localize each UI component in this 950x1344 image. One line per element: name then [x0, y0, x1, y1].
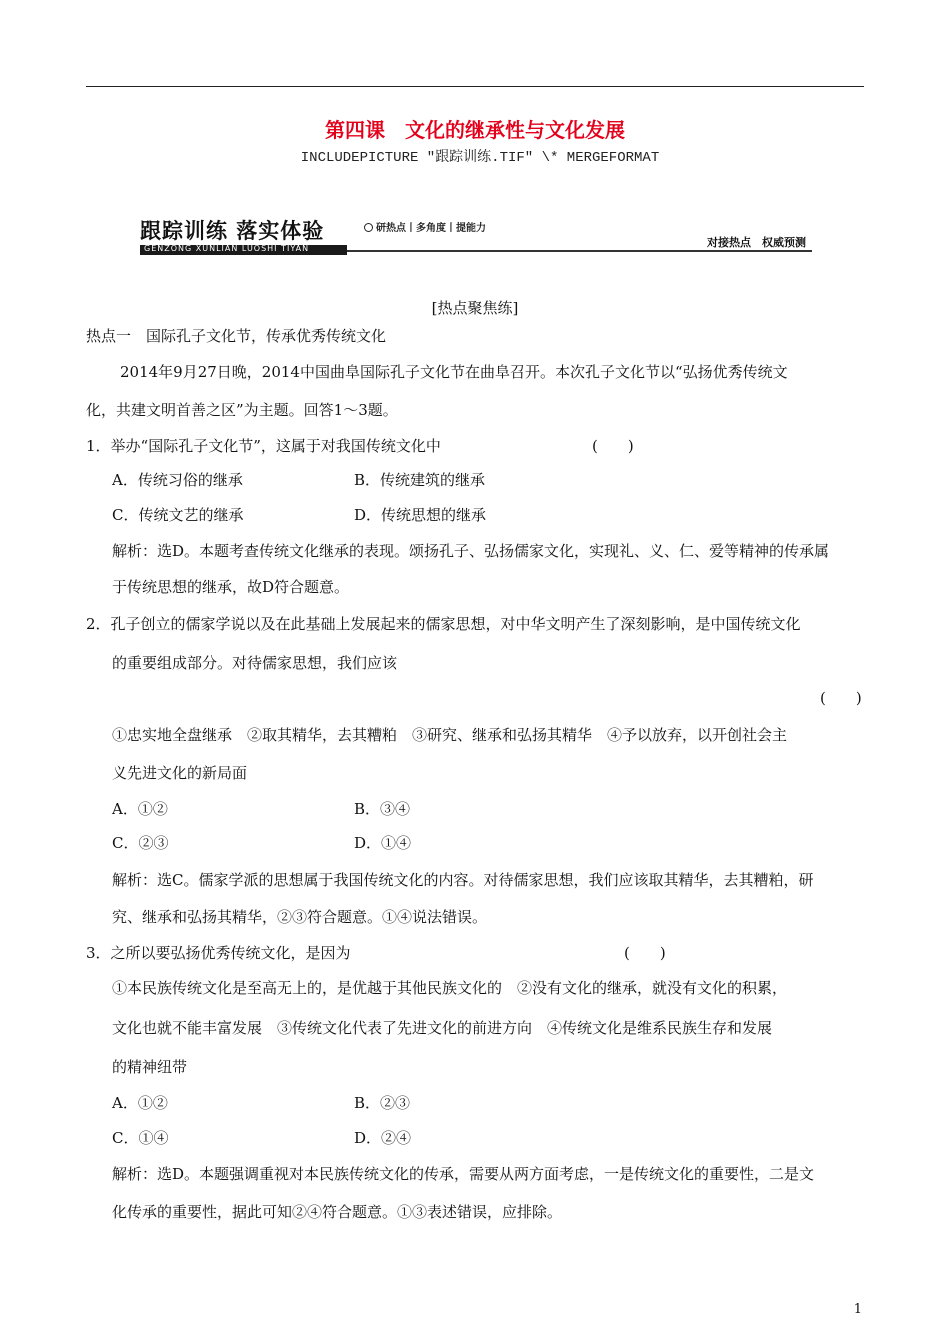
q3-answer-paren: ( ): [624, 944, 666, 962]
banner-sub-text: 研热点丨多角度丨提能力: [376, 223, 486, 234]
q1-analysis: 于传统思想的继承，故D符合题意。: [112, 578, 350, 596]
q3-stem: 3．之所以要弘扬优秀传统文化，是因为: [86, 944, 351, 962]
q3-items: ①本民族传统文化是至高无上的，是优越于其他民族文化的 ②没有文化的继承，就没有文化的积累，: [112, 979, 788, 997]
intro-line: 化，共建文明首善之区”为主题。回答1～3题。: [86, 401, 398, 419]
page-number: 1: [853, 1302, 862, 1317]
q3-option-c: C．①④: [112, 1129, 169, 1147]
section-banner: [140, 212, 812, 262]
q3-items: 的精神纽带: [112, 1058, 188, 1076]
q1-option-b: B．传统建筑的继承: [354, 471, 486, 489]
q2-items: ①忠实地全盘继承 ②取其精华，去其糟粕 ③研究、继承和弘扬其精华 ④予以放弃，以开创社会主: [112, 726, 788, 744]
q2-analysis: 解析：选C。儒家学派的思想属于我国传统文化的内容。对待儒家思想，我们应该取其精华，去其糟粕，研: [112, 871, 814, 889]
hotspot-title: 热点一 国际孔子文化节，传承优秀传统文化: [86, 327, 387, 345]
intro-line: 2014年9月27日晚，2014中国曲阜国际孔子文化节在曲阜召开。本次孔子文化节以“弘扬优秀传统文: [120, 363, 788, 381]
q1-answer-paren: ( ): [592, 437, 634, 455]
q2-stem: 2．孔子创立的儒家学说以及在此基础上发展起来的儒家思想，对中华文明产生了深刻影响，是中国传统文化: [86, 615, 801, 633]
q3-items: 文化也就不能丰富发展 ③传统文化代表了先进文化的前进方向 ④传统文化是维系民族生存和发展: [112, 1019, 773, 1037]
q2-stem: 的重要组成部分。对待儒家思想，我们应该: [112, 654, 398, 672]
q2-option-b: B．③④: [354, 800, 411, 818]
q3-option-b: B．②③: [354, 1094, 411, 1112]
q1-option-d: D．传统思想的继承: [354, 506, 487, 524]
include-picture-field: INCLUDEPICTURE "跟踪训练.TIF" \* MERGEFORMAT: [300, 150, 660, 166]
q1-option-c: C．传统文艺的继承: [112, 506, 244, 524]
q3-option-a: A．①②: [112, 1094, 168, 1112]
arrow-circle-icon: [364, 223, 373, 232]
lesson-title: 第四课 文化的继承性与文化发展: [325, 118, 625, 142]
banner-underline: [347, 250, 812, 252]
q2-answer-paren: ( ): [820, 689, 862, 707]
q1-analysis: 解析：选D。本题考查传统文化继承的表现。颂扬孔子、弘扬儒家文化，实现礼、义、仁、爱等精神的传承属: [112, 542, 830, 560]
header-rule: [86, 86, 864, 87]
banner-right-text: 对接热点 权威预测: [707, 236, 806, 249]
q2-option-d: D．①④: [354, 834, 412, 852]
q3-analysis: 化传承的重要性，据此可知②④符合题意。①③表述错误，应排除。: [112, 1203, 563, 1221]
q3-analysis: 解析：选D。本题强调重视对本民族传统文化的传承，需要从两方面考虑，一是传统文化的重要性，二是文: [112, 1165, 815, 1183]
q3-option-d: D．②④: [354, 1129, 412, 1147]
q2-option-a: A．①②: [112, 800, 168, 818]
banner-subtitle: [364, 219, 486, 234]
q2-option-c: C．②③: [112, 834, 169, 852]
q1-option-a: A．传统习俗的继承: [112, 471, 243, 489]
banner-pinyin: GENZONG XUNLIAN LUOSHI TIYAN: [144, 244, 310, 253]
section-label: [热点聚焦练]: [431, 299, 519, 317]
q2-items: 义先进文化的新局面: [112, 764, 248, 782]
banner-main-text: 跟踪训练 落实体验: [140, 219, 325, 243]
q1-stem: 1．举办“国际孔子文化节”，这属于对我国传统文化中: [86, 437, 441, 455]
q2-analysis: 究、继承和弘扬其精华，②③符合题意。①④说法错误。: [112, 908, 488, 926]
